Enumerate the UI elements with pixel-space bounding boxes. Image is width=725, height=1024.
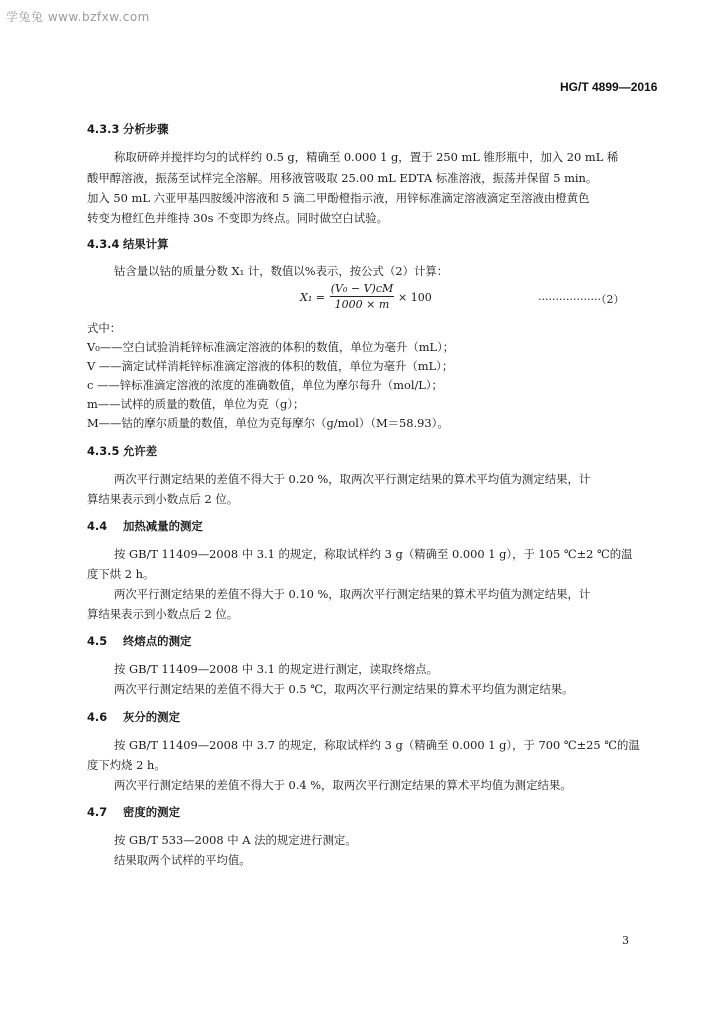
section-number: 4.7	[87, 805, 108, 819]
where-label: 式中：	[87, 321, 122, 335]
section-4-3-3-heading	[87, 122, 169, 136]
section-number: 4.3.3	[87, 122, 120, 136]
formula-rhs: × 100	[398, 291, 432, 304]
section-4-3-5-heading	[87, 444, 157, 458]
section-title: 加热减量的测定	[123, 519, 203, 533]
formula-numerator: (V₀ − V)cM	[330, 282, 394, 295]
section-title: 分析步骤	[123, 122, 169, 136]
section-title: 终熔点的测定	[123, 634, 192, 648]
formula-lhs: X₁ =	[300, 291, 325, 304]
paragraph-line: 按 GB/T 533—2008 中 A 法的规定进行测定。	[114, 833, 357, 847]
paragraph-line: 算结果表示到小数点后 2 位。	[87, 492, 239, 506]
formula-denominator: 1000 × m	[334, 298, 390, 311]
paragraph-line: 两次平行测定结果的差值不得大于 0.4 %，取两次平行测定结果的算术平均值为测定结果。	[114, 778, 572, 792]
paragraph-line: 度下灼烧 2 h。	[87, 758, 166, 772]
watermark: 学兔兔 www.bzfxw.com	[6, 10, 150, 24]
variable-definition: V ——滴定试样消耗锌标准滴定溶液的体积的数值，单位为毫升（mL）；	[87, 359, 454, 373]
section-number: 4.6	[87, 710, 108, 724]
paragraph-line: 按 GB/T 11409—2008 中 3.1 的规定进行测定，读取终熔点。	[114, 662, 438, 676]
paragraph-line: 度下烘 2 h。	[87, 567, 155, 581]
variable-definition: V₀——空白试验消耗锌标准滴定溶液的体积的数值，单位为毫升（mL）；	[87, 340, 455, 354]
paragraph-line: 加入 50 mL 六亚甲基四胺缓冲溶液和 5 滴二甲酚橙指示液，用锌标准滴定溶液滴定至溶液由橙黄色	[87, 191, 590, 205]
section-4-7-heading	[87, 805, 180, 819]
section-4-3-4-heading	[87, 237, 169, 251]
section-number: 4.4	[87, 519, 108, 533]
section-4-4-heading	[87, 519, 203, 533]
section-number: 4.5	[87, 634, 108, 648]
paragraph-line: 酸甲醇溶液，振荡至试样完全溶解。用移液管吸取 25.00 mL EDTA 标准溶液，振荡并保留 5 min。	[87, 171, 598, 185]
section-4-6-heading	[87, 710, 180, 724]
section-4-5-heading	[87, 634, 191, 648]
formula-2	[300, 278, 460, 318]
section-title: 结果计算	[123, 237, 169, 251]
paragraph-line: 称取研碎并搅拌均匀的试样约 0.5 g，精确至 0.000 1 g，置于 250 mL 锥形瓶中，加入 20 mL 稀	[114, 150, 619, 164]
formula-fraction	[330, 282, 394, 311]
variable-definition: m——试样的质量的数值，单位为克（g）；	[87, 397, 305, 411]
equation-number: ··················（2）	[538, 293, 625, 306]
section-title: 允许差	[123, 444, 158, 458]
paragraph-line: 按 GB/T 11409—2008 中 3.1 的规定，称取试样约 3 g（精确至 0.000 1 g），于 105 ℃±2 ℃的温	[114, 547, 633, 561]
section-number: 4.3.5	[87, 444, 120, 458]
section-number: 4.3.4	[87, 237, 120, 251]
paragraph-line: 钴含量以钴的质量分数 X₁ 计，数值以%表示，按公式（2）计算：	[114, 264, 449, 278]
variable-definition: M——钴的摩尔质量的数值，单位为克每摩尔（g/mol）（M＝58.93）。	[87, 416, 449, 430]
paragraph-line: 算结果表示到小数点后 2 位。	[87, 607, 239, 621]
paragraph-line: 按 GB/T 11409—2008 中 3.7 的规定，称取试样约 3 g（精确至 0.000 1 g），于 700 ℃±25 ℃的温	[114, 738, 640, 752]
page-number: 3	[622, 934, 629, 947]
section-title: 密度的测定	[123, 805, 180, 819]
paragraph-line: 结果取两个试样的平均值。	[114, 853, 251, 867]
paragraph-line: 两次平行测定结果的差值不得大于 0.10 %，取两次平行测定结果的算术平均值为测定结果，计	[114, 587, 591, 601]
paragraph-line: 转变为橙红色并维持 30s 不变即为终点。同时做空白试验。	[87, 211, 388, 225]
standard-number: HG/T 4899—2016	[560, 80, 658, 94]
paragraph-line: 两次平行测定结果的差值不得大于 0.20 %，取两次平行测定结果的算术平均值为测定结果，计	[114, 472, 591, 486]
paragraph-line: 两次平行测定结果的差值不得大于 0.5 ℃，取两次平行测定结果的算术平均值为测定结果。	[114, 682, 574, 696]
variable-definition: c ——锌标准滴定溶液的浓度的准确数值，单位为摩尔每升（mol/L）；	[87, 378, 443, 392]
section-title: 灰分的测定	[123, 710, 180, 724]
